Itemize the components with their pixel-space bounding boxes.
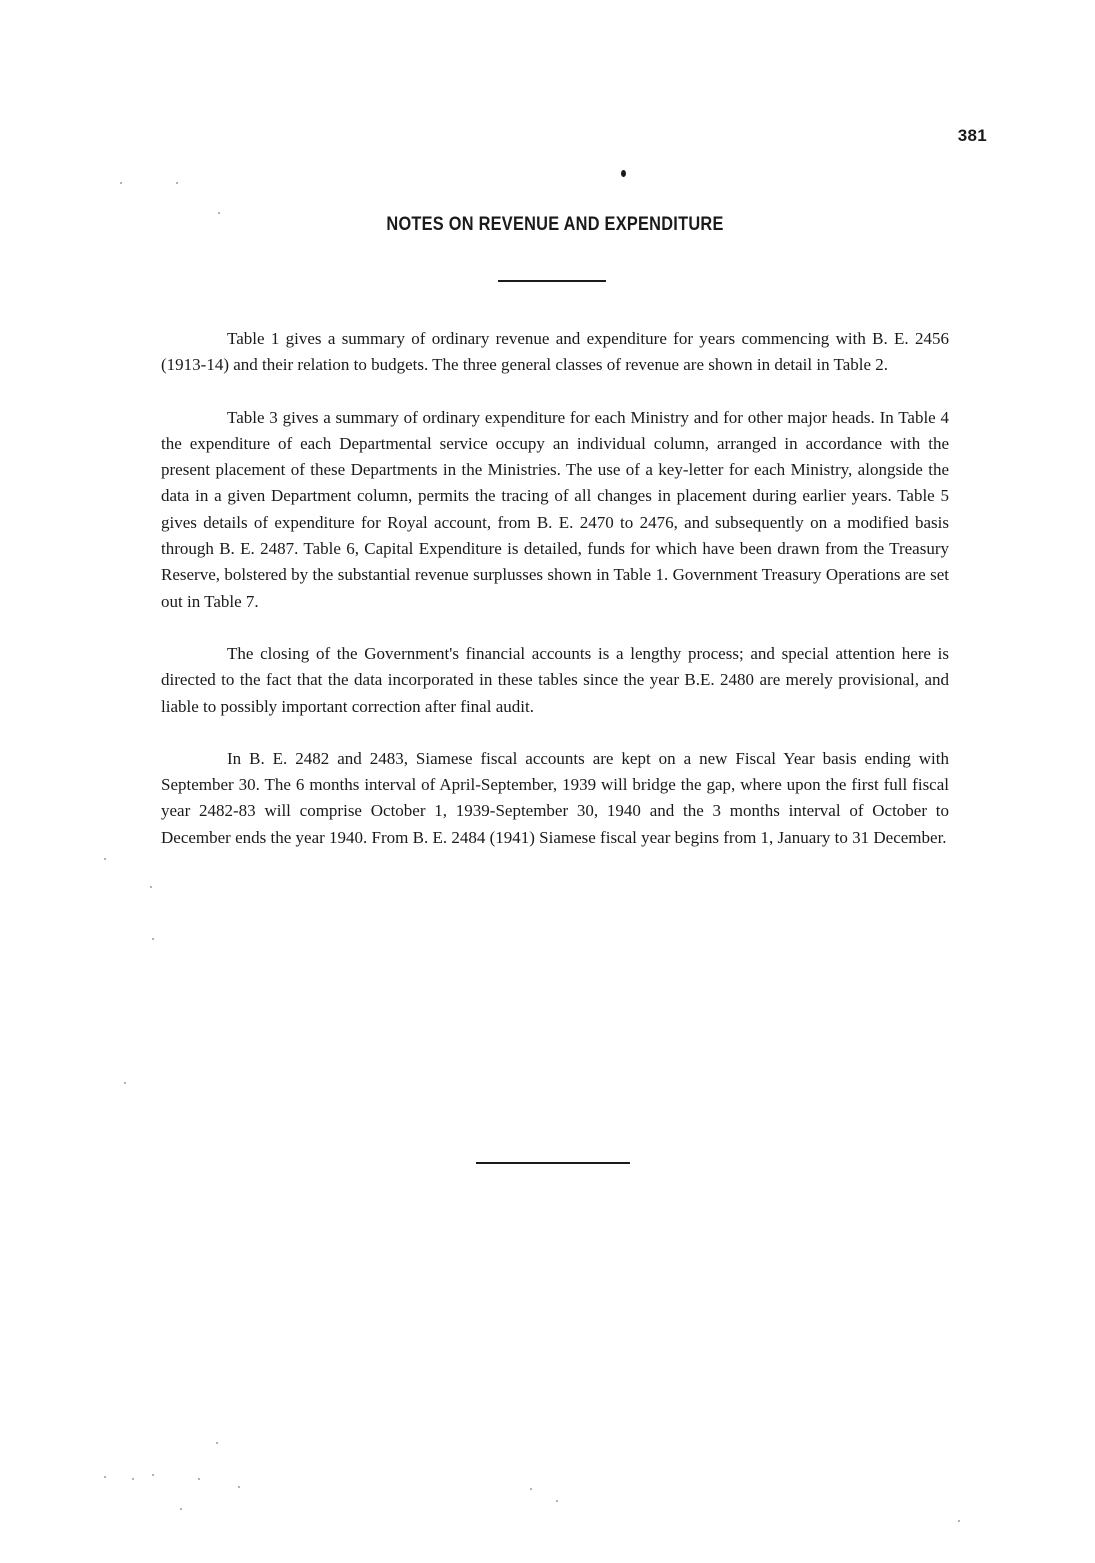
paragraph-accounts-closing: The closing of the Government's financial accounts is a lengthy process; and special attention here is directed to the fact that the data incorporated in these tables since the year B.E. 2480 are merely provisional, and liable to possibly important correction after final audit. bbox=[161, 643, 949, 716]
end-divider bbox=[476, 1162, 630, 1164]
scan-speck bbox=[216, 1442, 218, 1444]
scan-speck bbox=[132, 1478, 134, 1480]
scan-speck bbox=[120, 182, 122, 184]
paragraph-table-1-summary: Table 1 gives a summary of ordinary revenue and expenditure for years commencing with B. E. 2456 (1913-14) and their relation to budgets. The three general classes of revenue are shown in detail in Table 2. bbox=[161, 329, 949, 375]
scan-speck bbox=[150, 886, 152, 888]
scan-speck bbox=[180, 1508, 182, 1510]
scan-speck bbox=[152, 1474, 154, 1476]
paragraph-table-3-to-7: Table 3 gives a summary of ordinary expenditure for each Ministry and for other major heads. In Table 4 the expenditure of each Departmental service occupy an individual column, arranged in accordance with the present placement of these Departments in the Ministries. The use of a key-letter for each Ministry, alongside the data in a given Department column, permits the tracing of all changes in placement during earlier years. Table 5 gives details of expenditure for Royal account, from B. E. 2470 to 2476, and subsequently on a modified basis through B. E. 2487. Table 6, Capital Expenditure is detailed, funds for which have been drawn from the Treasury Reserve, bolstered by the substantial revenue surplusses shown in Table 1. Government Treasury Operations are set out in Table 7. bbox=[161, 407, 949, 611]
scan-speck bbox=[152, 938, 154, 940]
scan-speck bbox=[238, 1486, 240, 1488]
body-text bbox=[161, 326, 949, 877]
scan-speck bbox=[124, 1082, 126, 1084]
ink-dot bbox=[621, 170, 626, 177]
scan-speck bbox=[198, 1478, 200, 1480]
scan-speck bbox=[958, 1520, 960, 1522]
title-divider bbox=[498, 280, 606, 282]
page-title: NOTES ON REVENUE AND EXPENDITURE bbox=[386, 214, 724, 235]
scan-speck bbox=[556, 1500, 558, 1502]
scan-speck bbox=[530, 1488, 532, 1490]
scan-speck bbox=[104, 1476, 106, 1478]
scan-speck bbox=[218, 212, 220, 214]
scan-speck bbox=[176, 182, 178, 184]
page-number: 381 bbox=[957, 126, 987, 145]
paragraph-fiscal-year: In B. E. 2482 and 2483, Siamese fiscal accounts are kept on a new Fiscal Year basis ending with September 30. The 6 months interval of April-September, 1939 will bridge the gap, where upon the first full fiscal year 2482-83 will comprise October 1, 1939-September 30, 1940 and the 3 months interval of October to December ends the year 1940. From B. E. 2484 (1941) Siamese fiscal year begins from 1, January to 31 December. bbox=[161, 748, 949, 847]
scan-speck bbox=[104, 858, 106, 860]
